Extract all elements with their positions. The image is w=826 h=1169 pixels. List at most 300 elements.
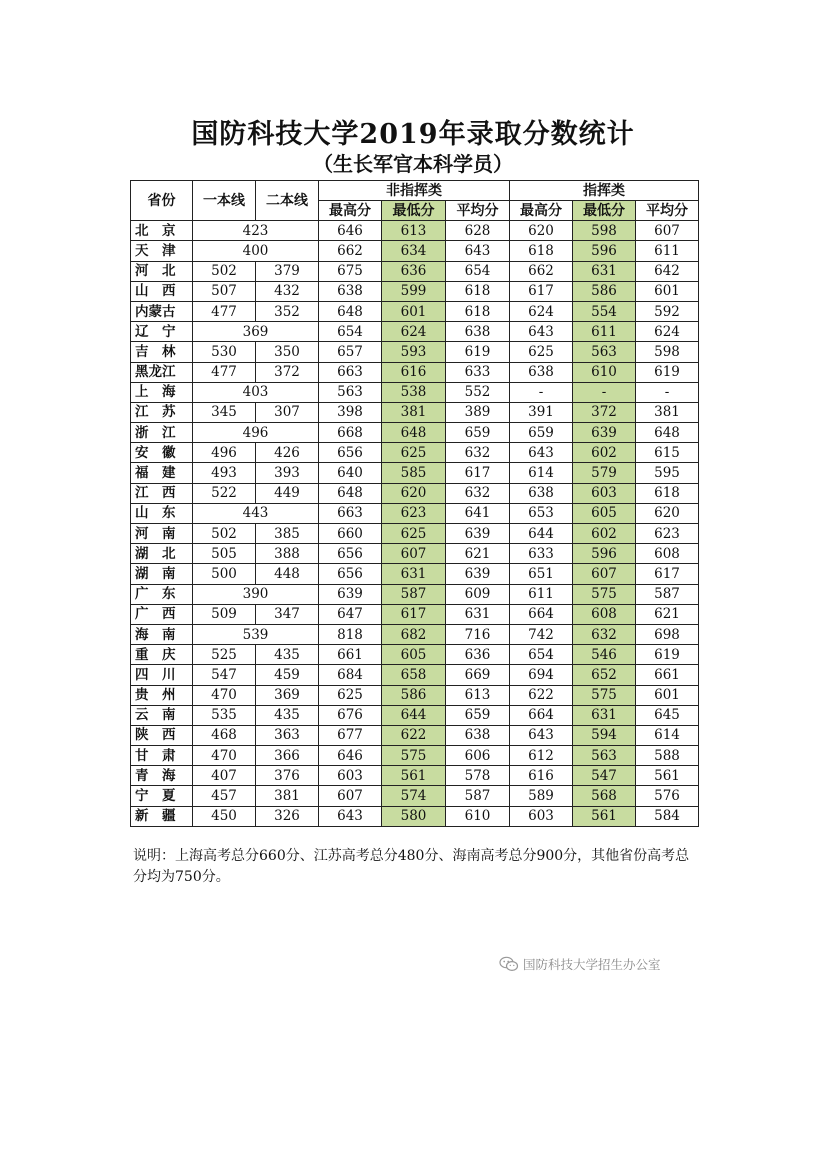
non-command-min-cell: 631 (382, 564, 446, 584)
non-command-max-cell: 654 (319, 322, 382, 342)
command-max-cell: 643 (510, 443, 573, 463)
table-row (131, 342, 699, 362)
merged-line-cell: 539 (193, 624, 319, 644)
tier1-cell: 450 (193, 806, 256, 826)
command-min-cell: 575 (573, 584, 636, 604)
non-command-min-cell: 617 (382, 604, 446, 624)
merged-line-cell: 390 (193, 584, 319, 604)
non-command-max-cell: 398 (319, 402, 382, 422)
non-command-avg-cell: 618 (446, 301, 510, 321)
non-command-max-cell: 676 (319, 705, 382, 725)
non-command-avg-cell: 659 (446, 705, 510, 725)
command-avg-cell: 621 (636, 604, 699, 624)
province-cell: 河 北 (131, 261, 193, 281)
non-command-avg-cell: 654 (446, 261, 510, 281)
non-command-max-cell: 646 (319, 746, 382, 766)
tier1-cell: 470 (193, 746, 256, 766)
header-non-max: 最高分 (319, 201, 382, 221)
tier2-cell: 326 (256, 806, 319, 826)
command-max-cell: 662 (510, 261, 573, 281)
command-max-cell: 618 (510, 241, 573, 261)
command-avg-cell: 561 (636, 766, 699, 786)
tier2-cell: 448 (256, 564, 319, 584)
non-command-min-cell: 574 (382, 786, 446, 806)
table-row (131, 645, 699, 665)
command-max-cell: 664 (510, 705, 573, 725)
non-command-min-cell: 586 (382, 685, 446, 705)
command-min-cell: 579 (573, 463, 636, 483)
province-cell: 山 西 (131, 281, 193, 301)
non-command-min-cell: 575 (382, 746, 446, 766)
header-cmd-max: 最高分 (510, 201, 573, 221)
table-row (131, 423, 699, 443)
non-command-min-cell: 585 (382, 463, 446, 483)
tier1-cell: 496 (193, 443, 256, 463)
tier1-cell: 470 (193, 685, 256, 705)
page-subtitle: （生长军官本科学员） (313, 152, 513, 176)
command-max-cell: 624 (510, 301, 573, 321)
non-command-avg-cell: 669 (446, 665, 510, 685)
command-max-cell: 617 (510, 281, 573, 301)
command-avg-cell: 601 (636, 281, 699, 301)
table-row (131, 322, 699, 342)
non-command-min-cell: 561 (382, 766, 446, 786)
tier2-cell: 366 (256, 746, 319, 766)
tier2-cell: 435 (256, 705, 319, 725)
command-min-cell: 631 (573, 261, 636, 281)
province-cell: 北 京 (131, 221, 193, 241)
tier1-cell: 547 (193, 665, 256, 685)
command-min-cell: 631 (573, 705, 636, 725)
tier2-cell: 350 (256, 342, 319, 362)
non-command-min-cell: 580 (382, 806, 446, 826)
non-command-avg-cell: 631 (446, 604, 510, 624)
command-min-cell: 602 (573, 443, 636, 463)
non-command-max-cell: 668 (319, 423, 382, 443)
command-avg-cell: - (636, 382, 699, 402)
table-row (131, 524, 699, 544)
province-cell: 甘 肃 (131, 746, 193, 766)
table-row (131, 806, 699, 826)
header-non-min: 最低分 (382, 201, 446, 221)
non-command-avg-cell: 587 (446, 786, 510, 806)
command-min-cell: 546 (573, 645, 636, 665)
tier2-cell: 372 (256, 362, 319, 382)
command-max-cell: 603 (510, 806, 573, 826)
tier2-cell: 363 (256, 725, 319, 745)
non-command-max-cell: 656 (319, 443, 382, 463)
command-max-cell: 620 (510, 221, 573, 241)
command-min-cell: 607 (573, 564, 636, 584)
non-command-max-cell: 638 (319, 281, 382, 301)
table-row (131, 624, 699, 644)
command-avg-cell: 661 (636, 665, 699, 685)
command-min-cell: 603 (573, 483, 636, 503)
non-command-max-cell: 640 (319, 463, 382, 483)
tier1-cell: 477 (193, 362, 256, 382)
header-group-command: 指挥类 (510, 181, 699, 201)
tier2-cell: 381 (256, 786, 319, 806)
non-command-avg-cell: 641 (446, 503, 510, 523)
tier2-cell: 459 (256, 665, 319, 685)
tier1-cell: 535 (193, 705, 256, 725)
watermark (499, 955, 661, 973)
non-command-avg-cell: 578 (446, 766, 510, 786)
command-max-cell: 654 (510, 645, 573, 665)
non-command-max-cell: 677 (319, 725, 382, 745)
province-cell: 重 庆 (131, 645, 193, 665)
command-max-cell: 625 (510, 342, 573, 362)
non-command-avg-cell: 632 (446, 443, 510, 463)
table-row (131, 382, 699, 402)
province-cell: 辽 宁 (131, 322, 193, 342)
command-min-cell: 561 (573, 806, 636, 826)
non-command-avg-cell: 617 (446, 463, 510, 483)
header-cmd-avg: 平均分 (636, 201, 699, 221)
non-command-max-cell: 661 (319, 645, 382, 665)
tier1-cell: 525 (193, 645, 256, 665)
non-command-max-cell: 675 (319, 261, 382, 281)
non-command-avg-cell: 639 (446, 564, 510, 584)
table-row (131, 705, 699, 725)
header-tier2: 二本线 (256, 181, 319, 221)
province-cell: 江 苏 (131, 402, 193, 422)
province-cell: 黑龙江 (131, 362, 193, 382)
merged-line-cell: 403 (193, 382, 319, 402)
non-command-avg-cell: 639 (446, 524, 510, 544)
non-command-avg-cell: 552 (446, 382, 510, 402)
command-avg-cell: 601 (636, 685, 699, 705)
province-cell: 湖 北 (131, 544, 193, 564)
command-max-cell: 638 (510, 483, 573, 503)
non-command-min-cell: 599 (382, 281, 446, 301)
non-command-max-cell: 563 (319, 382, 382, 402)
province-cell: 吉 林 (131, 342, 193, 362)
non-command-avg-cell: 619 (446, 342, 510, 362)
non-command-min-cell: 381 (382, 402, 446, 422)
command-avg-cell: 584 (636, 806, 699, 826)
province-cell: 海 南 (131, 624, 193, 644)
non-command-avg-cell: 610 (446, 806, 510, 826)
province-cell: 山 东 (131, 503, 193, 523)
command-avg-cell: 624 (636, 322, 699, 342)
merged-line-cell: 423 (193, 221, 319, 241)
non-command-max-cell: 646 (319, 221, 382, 241)
command-min-cell: 596 (573, 241, 636, 261)
command-avg-cell: 617 (636, 564, 699, 584)
tier2-cell: 435 (256, 645, 319, 665)
non-command-min-cell: 593 (382, 342, 446, 362)
command-min-cell: - (573, 382, 636, 402)
table-row (131, 665, 699, 685)
table-row (131, 241, 699, 261)
command-max-cell: 651 (510, 564, 573, 584)
non-command-avg-cell: 621 (446, 544, 510, 564)
command-min-cell: 554 (573, 301, 636, 321)
header-group-non-command: 非指挥类 (319, 181, 510, 201)
non-command-max-cell: 643 (319, 806, 382, 826)
non-command-min-cell: 682 (382, 624, 446, 644)
command-avg-cell: 642 (636, 261, 699, 281)
non-command-min-cell: 634 (382, 241, 446, 261)
non-command-max-cell: 656 (319, 544, 382, 564)
command-avg-cell: 595 (636, 463, 699, 483)
command-min-cell: 596 (573, 544, 636, 564)
command-avg-cell: 607 (636, 221, 699, 241)
command-avg-cell: 576 (636, 786, 699, 806)
tier1-cell: 457 (193, 786, 256, 806)
province-cell: 云 南 (131, 705, 193, 725)
command-max-cell: 638 (510, 362, 573, 382)
table-row (131, 503, 699, 523)
command-avg-cell: 592 (636, 301, 699, 321)
command-avg-cell: 608 (636, 544, 699, 564)
command-max-cell: 742 (510, 624, 573, 644)
command-max-cell: 643 (510, 725, 573, 745)
command-min-cell: 372 (573, 402, 636, 422)
table-row (131, 564, 699, 584)
non-command-max-cell: 639 (319, 584, 382, 604)
tier1-cell: 407 (193, 766, 256, 786)
command-min-cell: 586 (573, 281, 636, 301)
command-avg-cell: 587 (636, 584, 699, 604)
province-cell: 浙 江 (131, 423, 193, 443)
non-command-min-cell: 625 (382, 524, 446, 544)
command-min-cell: 632 (573, 624, 636, 644)
footnote: 说明：上海高考总分660分、江苏高考总分480分、海南高考总分900分，其他省份高考总分均为750分。 (133, 848, 690, 885)
non-command-min-cell: 658 (382, 665, 446, 685)
non-command-min-cell: 616 (382, 362, 446, 382)
command-min-cell: 639 (573, 423, 636, 443)
command-max-cell: 694 (510, 665, 573, 685)
table-row (131, 544, 699, 564)
merged-line-cell: 496 (193, 423, 319, 443)
non-command-max-cell: 663 (319, 503, 382, 523)
tier1-cell: 530 (193, 342, 256, 362)
table-row (131, 604, 699, 624)
command-max-cell: 616 (510, 766, 573, 786)
admission-score-table (130, 180, 699, 827)
non-command-max-cell: 648 (319, 483, 382, 503)
header-province: 省份 (131, 181, 193, 221)
command-avg-cell: 619 (636, 645, 699, 665)
province-cell: 青 海 (131, 766, 193, 786)
command-min-cell: 610 (573, 362, 636, 382)
command-avg-cell: 620 (636, 503, 699, 523)
command-min-cell: 594 (573, 725, 636, 745)
province-cell: 新 疆 (131, 806, 193, 826)
non-command-max-cell: 648 (319, 301, 382, 321)
command-max-cell: 644 (510, 524, 573, 544)
command-avg-cell: 619 (636, 362, 699, 382)
non-command-avg-cell: 618 (446, 281, 510, 301)
command-max-cell: 653 (510, 503, 573, 523)
province-cell: 福 建 (131, 463, 193, 483)
command-min-cell: 652 (573, 665, 636, 685)
non-command-avg-cell: 638 (446, 725, 510, 745)
non-command-avg-cell: 632 (446, 483, 510, 503)
header-cmd-min: 最低分 (573, 201, 636, 221)
command-min-cell: 602 (573, 524, 636, 544)
command-avg-cell: 648 (636, 423, 699, 443)
non-command-min-cell: 648 (382, 423, 446, 443)
command-avg-cell: 698 (636, 624, 699, 644)
table-row (131, 463, 699, 483)
command-max-cell: 622 (510, 685, 573, 705)
table-row (131, 725, 699, 745)
tier2-cell: 385 (256, 524, 319, 544)
command-max-cell: 659 (510, 423, 573, 443)
table-row (131, 362, 699, 382)
command-min-cell: 611 (573, 322, 636, 342)
non-command-min-cell: 625 (382, 443, 446, 463)
non-command-avg-cell: 606 (446, 746, 510, 766)
non-command-max-cell: 660 (319, 524, 382, 544)
province-cell: 四 川 (131, 665, 193, 685)
table-row (131, 281, 699, 301)
command-max-cell: 633 (510, 544, 573, 564)
command-max-cell: 611 (510, 584, 573, 604)
non-command-min-cell: 605 (382, 645, 446, 665)
province-cell: 河 南 (131, 524, 193, 544)
command-max-cell: 391 (510, 402, 573, 422)
tier1-cell: 345 (193, 402, 256, 422)
non-command-min-cell: 601 (382, 301, 446, 321)
non-command-min-cell: 624 (382, 322, 446, 342)
non-command-max-cell: 662 (319, 241, 382, 261)
non-command-max-cell: 656 (319, 564, 382, 584)
tier1-cell: 502 (193, 261, 256, 281)
table-row (131, 402, 699, 422)
tier1-cell: 468 (193, 725, 256, 745)
province-cell: 宁 夏 (131, 786, 193, 806)
watermark-text: 国防科技大学招生办公室 (523, 957, 661, 972)
command-max-cell: 612 (510, 746, 573, 766)
non-command-min-cell: 538 (382, 382, 446, 402)
command-min-cell: 563 (573, 746, 636, 766)
non-command-min-cell: 613 (382, 221, 446, 241)
tier2-cell: 352 (256, 301, 319, 321)
command-avg-cell: 615 (636, 443, 699, 463)
tier1-cell: 502 (193, 524, 256, 544)
page-title: 国防科技大学2019年录取分数统计 (191, 119, 635, 150)
province-cell: 贵 州 (131, 685, 193, 705)
tier2-cell: 432 (256, 281, 319, 301)
command-avg-cell: 623 (636, 524, 699, 544)
province-cell: 江 西 (131, 483, 193, 503)
non-command-max-cell: 625 (319, 685, 382, 705)
non-command-max-cell: 603 (319, 766, 382, 786)
merged-line-cell: 443 (193, 503, 319, 523)
non-command-min-cell: 636 (382, 261, 446, 281)
tier2-cell: 388 (256, 544, 319, 564)
table-row (131, 786, 699, 806)
command-avg-cell: 588 (636, 746, 699, 766)
non-command-max-cell: 818 (319, 624, 382, 644)
non-command-max-cell: 663 (319, 362, 382, 382)
command-min-cell: 563 (573, 342, 636, 362)
command-max-cell: 614 (510, 463, 573, 483)
tier1-cell: 507 (193, 281, 256, 301)
tier2-cell: 369 (256, 685, 319, 705)
command-min-cell: 598 (573, 221, 636, 241)
command-min-cell: 608 (573, 604, 636, 624)
table-row (131, 766, 699, 786)
tier2-cell: 379 (256, 261, 319, 281)
non-command-avg-cell: 716 (446, 624, 510, 644)
non-command-min-cell: 622 (382, 725, 446, 745)
province-cell: 广 西 (131, 604, 193, 624)
non-command-avg-cell: 613 (446, 685, 510, 705)
tier2-cell: 376 (256, 766, 319, 786)
command-avg-cell: 598 (636, 342, 699, 362)
non-command-avg-cell: 636 (446, 645, 510, 665)
header-tier1: 一本线 (193, 181, 256, 221)
tier1-cell: 500 (193, 564, 256, 584)
province-cell: 内蒙古 (131, 301, 193, 321)
tier1-cell: 505 (193, 544, 256, 564)
merged-line-cell: 369 (193, 322, 319, 342)
table-row (131, 221, 699, 241)
non-command-max-cell: 607 (319, 786, 382, 806)
table-row (131, 685, 699, 705)
province-cell: 湖 南 (131, 564, 193, 584)
province-cell: 上 海 (131, 382, 193, 402)
table-row (131, 261, 699, 281)
non-command-min-cell: 607 (382, 544, 446, 564)
command-max-cell: 664 (510, 604, 573, 624)
table-body (131, 221, 699, 827)
table-row (131, 483, 699, 503)
command-avg-cell: 645 (636, 705, 699, 725)
non-command-min-cell: 620 (382, 483, 446, 503)
command-min-cell: 575 (573, 685, 636, 705)
command-max-cell: - (510, 382, 573, 402)
non-command-min-cell: 644 (382, 705, 446, 725)
command-avg-cell: 614 (636, 725, 699, 745)
non-command-max-cell: 647 (319, 604, 382, 624)
non-command-avg-cell: 628 (446, 221, 510, 241)
tier1-cell: 477 (193, 301, 256, 321)
non-command-max-cell: 684 (319, 665, 382, 685)
merged-line-cell: 400 (193, 241, 319, 261)
province-cell: 安 徽 (131, 443, 193, 463)
command-min-cell: 605 (573, 503, 636, 523)
command-min-cell: 568 (573, 786, 636, 806)
tier2-cell: 347 (256, 604, 319, 624)
command-avg-cell: 618 (636, 483, 699, 503)
table-row (131, 301, 699, 321)
command-avg-cell: 381 (636, 402, 699, 422)
table-row (131, 584, 699, 604)
province-cell: 陕 西 (131, 725, 193, 745)
tier1-cell: 522 (193, 483, 256, 503)
non-command-avg-cell: 638 (446, 322, 510, 342)
non-command-min-cell: 587 (382, 584, 446, 604)
province-cell: 天 津 (131, 241, 193, 261)
tier2-cell: 449 (256, 483, 319, 503)
tier2-cell: 426 (256, 443, 319, 463)
non-command-avg-cell: 659 (446, 423, 510, 443)
table-row (131, 746, 699, 766)
command-max-cell: 643 (510, 322, 573, 342)
header-non-avg: 平均分 (446, 201, 510, 221)
tier1-cell: 509 (193, 604, 256, 624)
command-max-cell: 589 (510, 786, 573, 806)
non-command-min-cell: 623 (382, 503, 446, 523)
tier1-cell: 493 (193, 463, 256, 483)
non-command-avg-cell: 633 (446, 362, 510, 382)
